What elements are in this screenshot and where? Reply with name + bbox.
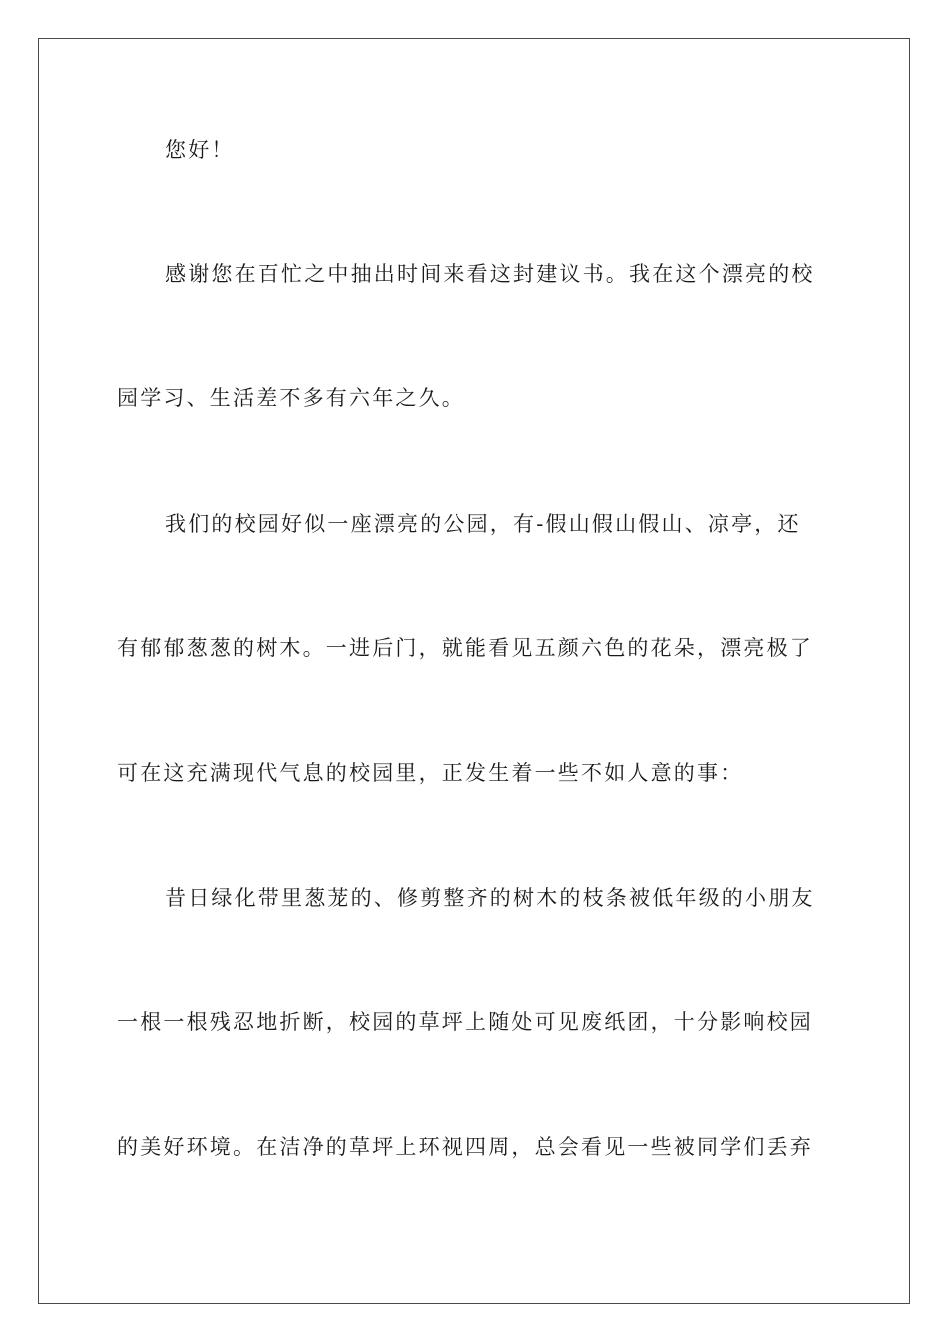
page-border bbox=[38, 38, 910, 1304]
paragraph-3-line-2: 一根一根残忍地折断，校园的草坪上随处可见废纸团，十分影响校园 bbox=[117, 1010, 813, 1034]
paragraph-2-line-2: 有郁郁葱葱的树木。一进后门，就能看见五颜六色的花朵，漂亮极了 bbox=[117, 636, 813, 660]
paragraph-1-line-1: 感谢您在百忙之中抽出时间来看这封建议书。我在这个漂亮的校 bbox=[165, 262, 815, 286]
paragraph-2-line-3: 可在这充满现代气息的校园里，正发生着一些不如人意的事： bbox=[117, 761, 744, 785]
paragraph-3-line-1: 昔日绿化带里葱茏的、修剪整齐的树木的枝条被低年级的小朋友 bbox=[165, 886, 815, 910]
paragraph-3-line-3: 的美好环境。在洁净的草坪上环视四周，总会看见一些被同学们丢弃 bbox=[117, 1135, 813, 1159]
paragraph-1-line-2: 园学习、生活差不多有六年之久。 bbox=[117, 386, 465, 410]
greeting-line: 您好！ bbox=[165, 138, 235, 162]
paragraph-2-line-1: 我们的校园好似一座漂亮的公园，有-假山假山假山、凉亭，还 bbox=[165, 512, 801, 536]
